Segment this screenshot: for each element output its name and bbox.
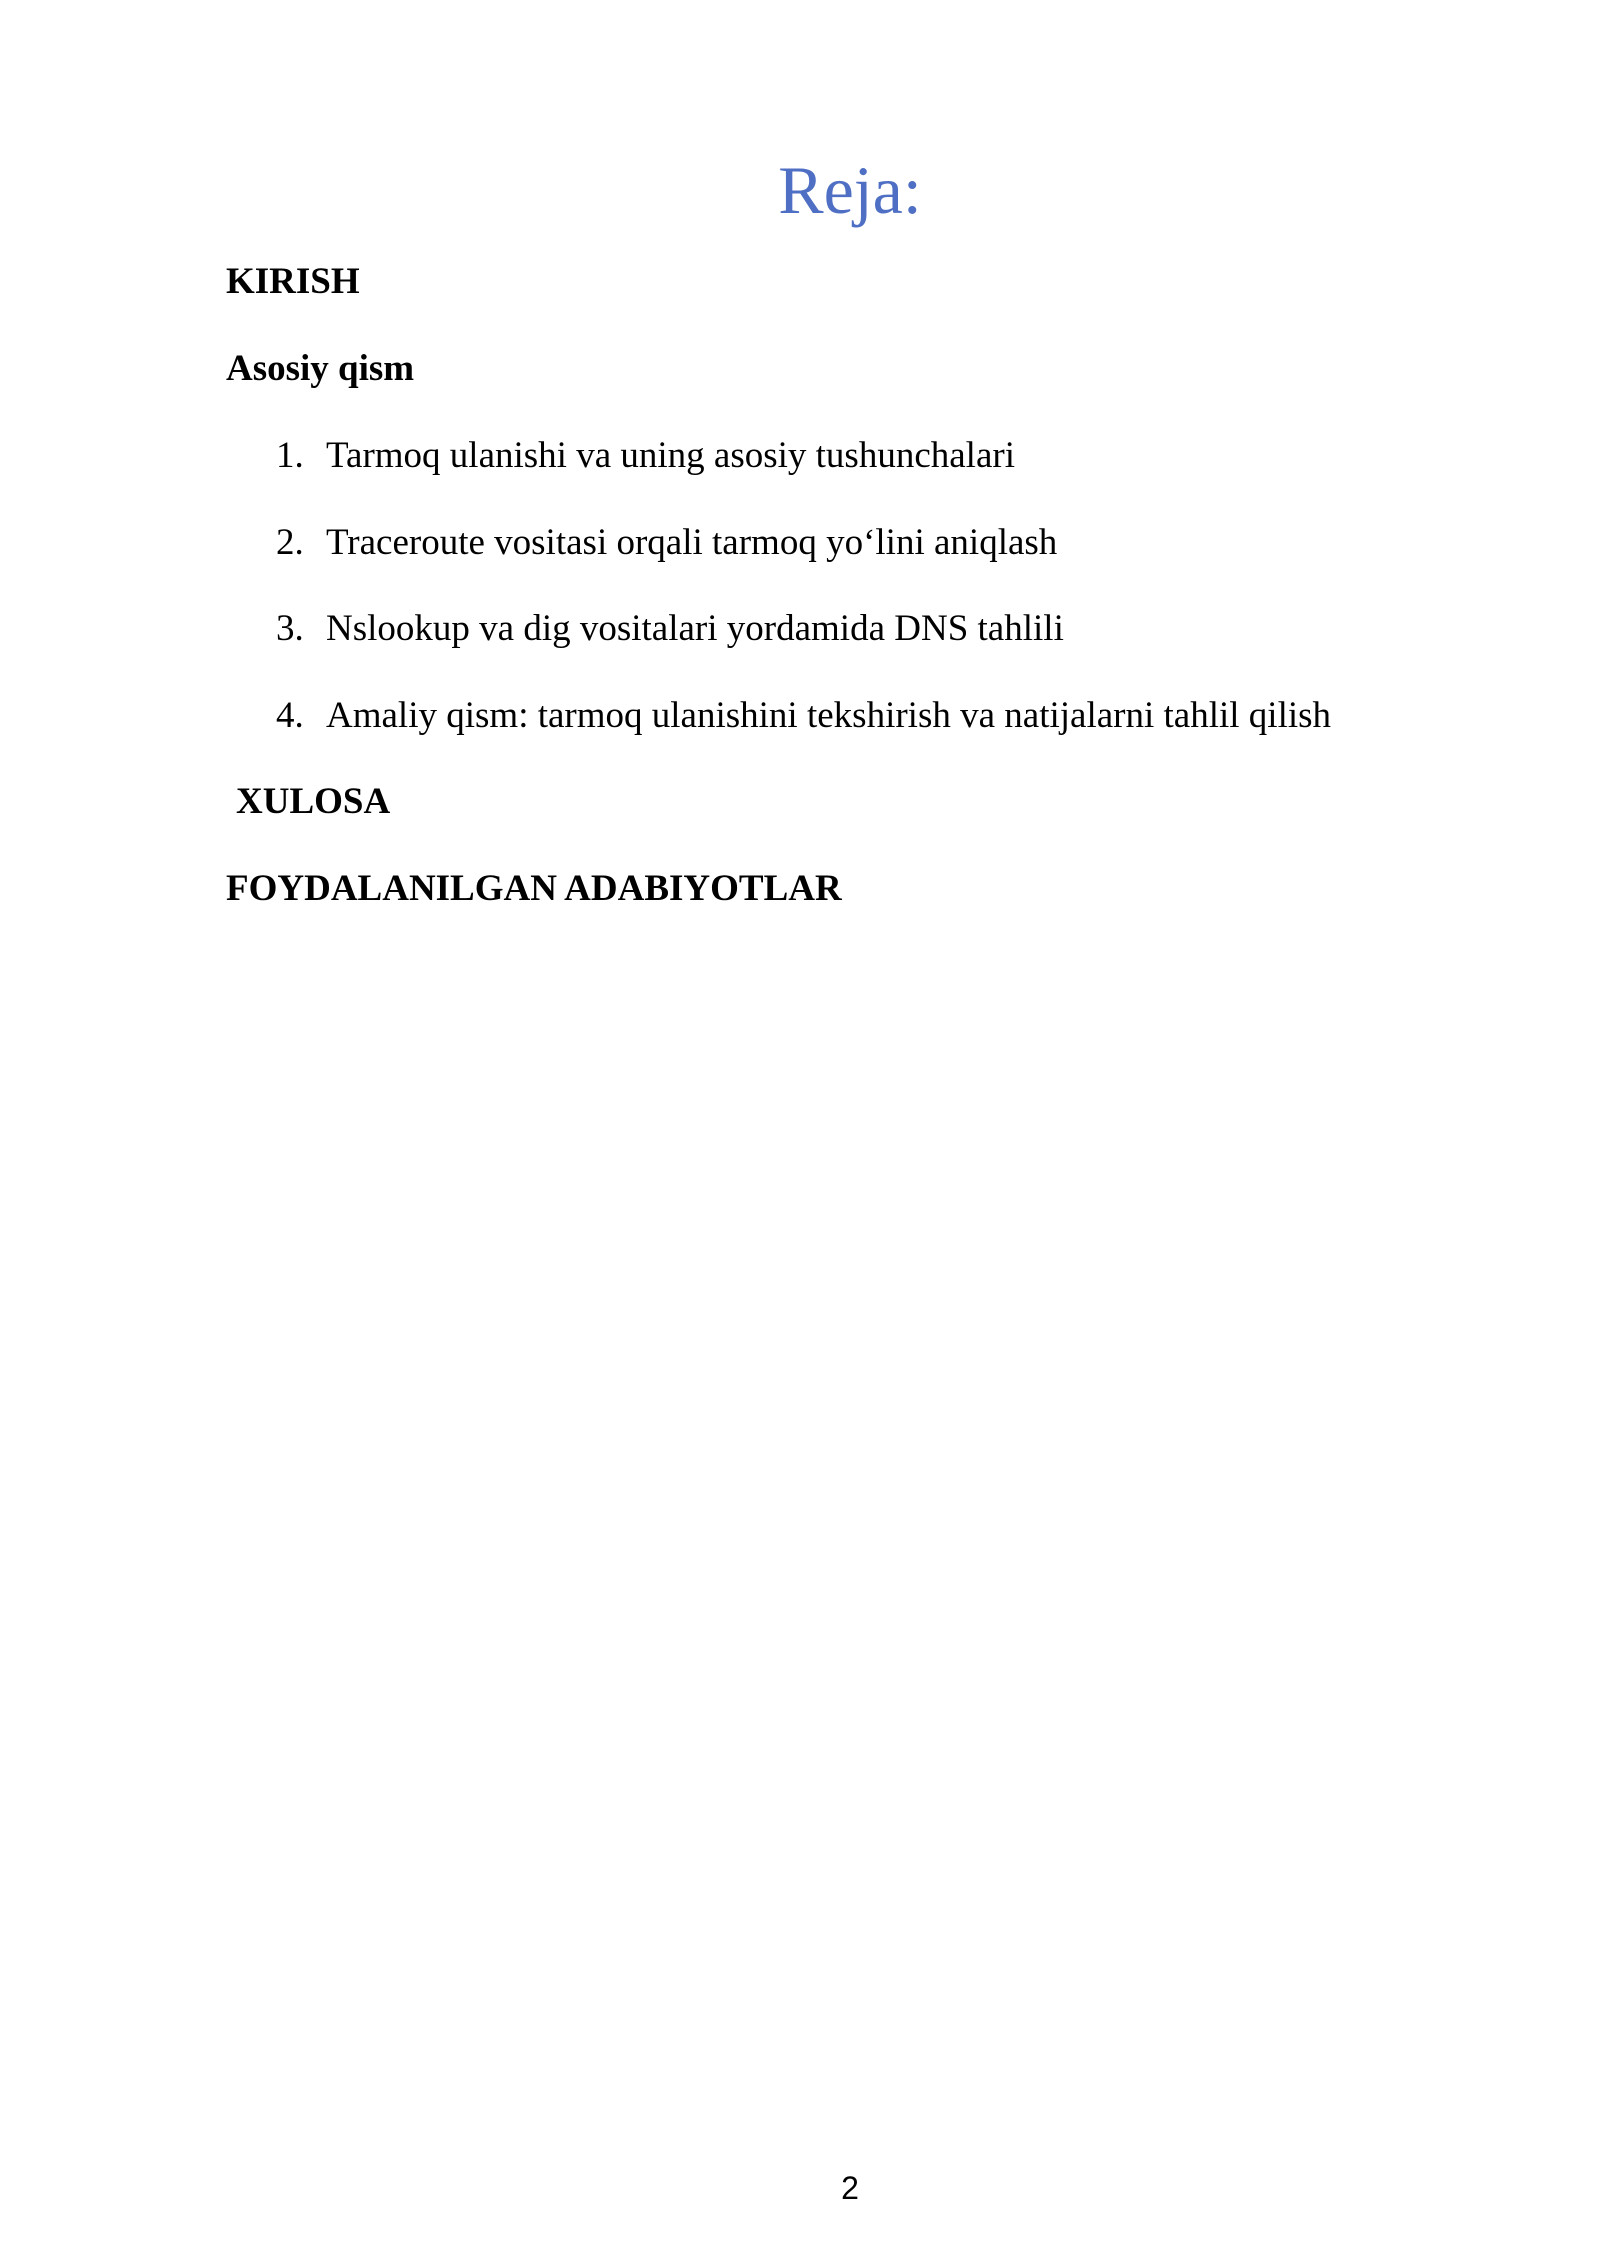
section-heading-references: FOYDALANILGAN ADABIYOTLAR [226, 868, 842, 909]
toc-item-1 [276, 434, 1015, 478]
toc-item-text: Tarmoq ulanishi va uning asosiy tushunchalari [326, 435, 1015, 476]
toc-item-number: 4. [276, 695, 304, 736]
toc-item-number: 1. [276, 435, 304, 476]
toc-item-2 [276, 521, 1057, 565]
page-title: Reja: [778, 152, 922, 228]
section-heading-intro: KIRISH [226, 261, 360, 302]
toc-item-number: 3. [276, 608, 304, 649]
page-number: 2 [841, 2170, 859, 2206]
toc-item-3 [276, 607, 1064, 651]
toc-item-text: Amaliy qism: tarmoq ulanishini tekshirish va natijalarni tahlil qilish [326, 695, 1332, 736]
toc-item-text: Nslookup va dig vositalari yordamida DNS tahlili [326, 608, 1064, 649]
section-heading-main: Asosiy qism [226, 348, 415, 389]
toc-item-text: Traceroute vositasi orqali tarmoq yo‘lini aniqlash [326, 522, 1058, 563]
toc-item-4 [276, 694, 1331, 738]
section-heading-conclusion: XULOSA [236, 781, 391, 822]
toc-item-number: 2. [276, 522, 304, 563]
